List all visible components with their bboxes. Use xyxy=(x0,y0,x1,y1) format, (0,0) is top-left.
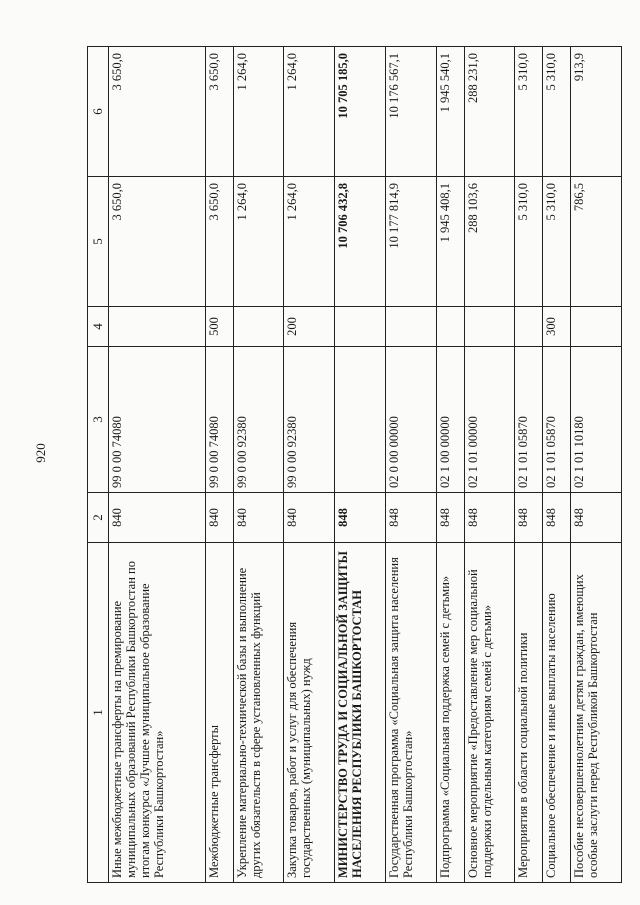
row-expense-type xyxy=(464,307,515,347)
table-row xyxy=(284,47,335,883)
row-target-article: 99 0 00 74080 xyxy=(109,347,206,493)
row-expense-type xyxy=(515,307,543,347)
row-amount-year1: 1 945 408,1 xyxy=(436,177,464,307)
row-amount-year1: 1 264,0 xyxy=(284,177,335,307)
row-amount-year2: 5 310,0 xyxy=(543,47,571,177)
row-target-article: 99 0 00 92380 xyxy=(284,347,335,493)
row-amount-year1: 3 650,0 xyxy=(205,177,233,307)
row-ved-code: 848 xyxy=(571,493,622,543)
row-amount-year2: 913,9 xyxy=(571,47,622,177)
column-header-1: 1 xyxy=(88,543,109,883)
row-target-article: 02 1 01 05870 xyxy=(543,347,571,493)
row-amount-year1: 10 177 814,9 xyxy=(385,177,436,307)
rotated-table-container xyxy=(87,47,622,883)
row-name: Мероприятия в области социальной политики xyxy=(515,543,543,883)
row-ved-code: 848 xyxy=(335,493,386,543)
row-target-article: 99 0 00 74080 xyxy=(205,347,233,493)
table-row xyxy=(109,47,206,883)
table-row xyxy=(464,47,515,883)
row-ved-code: 848 xyxy=(543,493,571,543)
page-number: 920 xyxy=(33,443,48,463)
row-amount-year2: 3 650,0 xyxy=(205,47,233,177)
row-name: Основное мероприятие «Предоставление мер социальной поддержки отдельным категориям семей с детьми» xyxy=(464,543,515,883)
row-amount-year1: 10 706 432,8 xyxy=(335,177,386,307)
row-target-article: 02 1 01 00000 xyxy=(464,347,515,493)
row-ved-code: 848 xyxy=(436,493,464,543)
row-name: Укрепление материально-технической базы и выполнение других обязательств в сфере установленных функций xyxy=(233,543,284,883)
row-expense-type xyxy=(571,307,622,347)
table-body xyxy=(109,47,622,883)
row-ved-code: 840 xyxy=(109,493,206,543)
row-amount-year1: 5 310,0 xyxy=(543,177,571,307)
row-target-article: 02 1 01 05870 xyxy=(515,347,543,493)
row-amount-year2: 10 176 567,1 xyxy=(385,47,436,177)
table-row xyxy=(571,47,622,883)
column-header-5: 5 xyxy=(88,177,109,307)
row-expense-type xyxy=(385,307,436,347)
row-expense-type: 200 xyxy=(284,307,335,347)
row-target-article: 99 0 00 92380 xyxy=(233,347,284,493)
table-row xyxy=(436,47,464,883)
row-name: Межбюджетные трансферты xyxy=(205,543,233,883)
row-expense-type: 500 xyxy=(205,307,233,347)
column-header-4: 4 xyxy=(88,307,109,347)
row-name: Пособие несовершеннолетним детям граждан, имеющих особые заслуги перед Республикой Башкортостан xyxy=(571,543,622,883)
row-target-article: 02 1 00 00000 xyxy=(436,347,464,493)
row-ved-code: 848 xyxy=(515,493,543,543)
row-amount-year1: 786,5 xyxy=(571,177,622,307)
row-amount-year2: 5 310,0 xyxy=(515,47,543,177)
row-amount-year2: 10 705 185,0 xyxy=(335,47,386,177)
row-ved-code: 840 xyxy=(205,493,233,543)
row-amount-year2: 1 264,0 xyxy=(233,47,284,177)
row-target-article xyxy=(335,347,386,493)
row-ved-code: 848 xyxy=(385,493,436,543)
row-amount-year2: 1 945 540,1 xyxy=(436,47,464,177)
table-row xyxy=(233,47,284,883)
table-row xyxy=(543,47,571,883)
row-expense-type xyxy=(233,307,284,347)
column-header-6: 6 xyxy=(88,47,109,177)
row-amount-year2: 1 264,0 xyxy=(284,47,335,177)
row-expense-type xyxy=(335,307,386,347)
header-row xyxy=(88,47,109,883)
row-amount-year2: 3 650,0 xyxy=(109,47,206,177)
row-expense-type: 300 xyxy=(543,307,571,347)
table-row xyxy=(335,47,386,883)
row-amount-year1: 5 310,0 xyxy=(515,177,543,307)
row-name: МИНИСТЕРСТВО ТРУДА И СОЦИАЛЬНОЙ ЗАЩИТЫ НАСЕЛЕНИЯ РЕСПУБЛИКИ БАШКОРТОСТАН xyxy=(335,543,386,883)
row-expense-type xyxy=(436,307,464,347)
table-row xyxy=(515,47,543,883)
column-header-3: 3 xyxy=(88,347,109,493)
row-expense-type xyxy=(109,307,206,347)
row-name: Иные межбюджетные трансферты на премирование муниципальных образований Республики Башкортостан по итогам конкурса «Лучшее муниципальное образование Республики Башкортостан» xyxy=(109,543,206,883)
table-row xyxy=(385,47,436,883)
row-name: Подпрограмма «Социальная поддержка семей с детьми» xyxy=(436,543,464,883)
row-target-article: 02 0 00 00000 xyxy=(385,347,436,493)
row-ved-code: 848 xyxy=(464,493,515,543)
table-row xyxy=(205,47,233,883)
row-name: Социальное обеспечение и иные выплаты населению xyxy=(543,543,571,883)
row-amount-year1: 288 103,6 xyxy=(464,177,515,307)
row-name: Государственная программа «Социальная защита населения Республики Башкортостан» xyxy=(385,543,436,883)
row-ved-code: 840 xyxy=(233,493,284,543)
column-header-2: 2 xyxy=(88,493,109,543)
budget-table xyxy=(87,46,622,883)
row-amount-year1: 1 264,0 xyxy=(233,177,284,307)
row-amount-year1: 3 650,0 xyxy=(109,177,206,307)
row-ved-code: 840 xyxy=(284,493,335,543)
row-amount-year2: 288 231,0 xyxy=(464,47,515,177)
row-name: Закупка товаров, работ и услуг для обеспечения государственных (муниципальных) нужд xyxy=(284,543,335,883)
row-target-article: 02 1 01 10180 xyxy=(571,347,622,493)
